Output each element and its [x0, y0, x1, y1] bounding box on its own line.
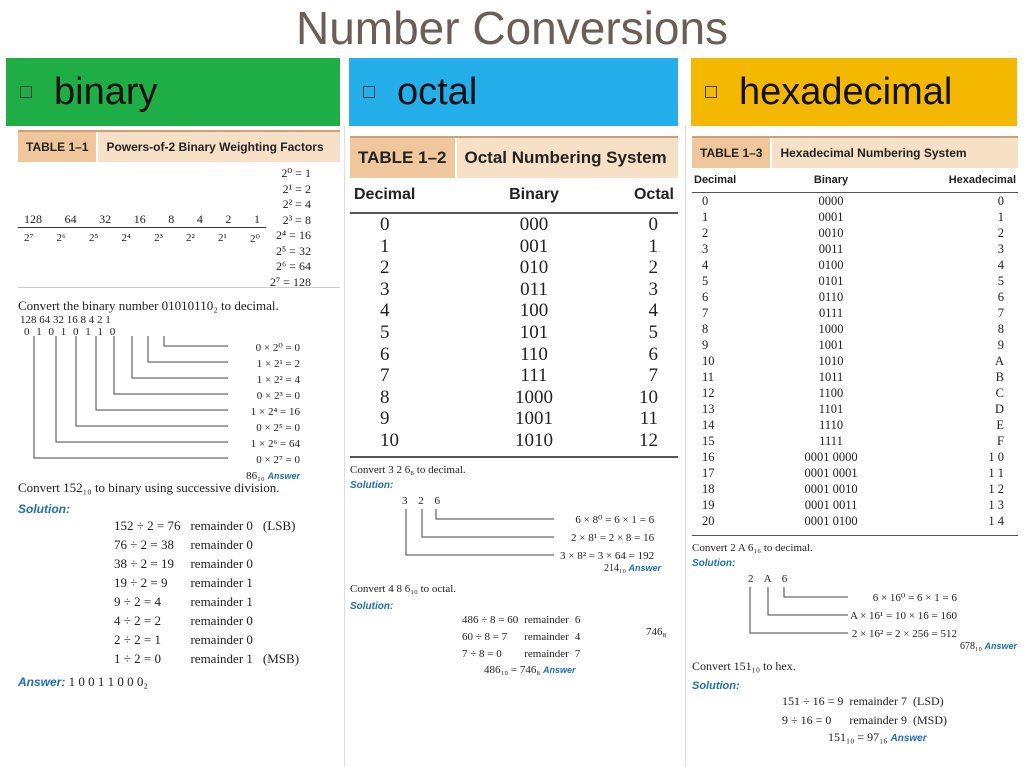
- table-cell: 1 2: [988, 482, 1004, 496]
- table-cell: 1100: [818, 386, 844, 400]
- table-cell: 111: [520, 365, 548, 387]
- octal-table-row: [350, 430, 678, 452]
- term: 1 × 2² = 4: [256, 374, 300, 386]
- column-header: Binary: [780, 168, 882, 193]
- cell: 2 ÷ 2 = 1: [114, 632, 161, 647]
- hex-table-row: [692, 417, 1018, 433]
- power-row: 2² = 4: [282, 197, 311, 211]
- weight: 64: [64, 212, 77, 226]
- answer-label: Answer: [628, 562, 661, 573]
- table-cell: 7: [380, 365, 390, 387]
- table-cell: 9: [380, 408, 390, 430]
- division-row: [114, 611, 309, 630]
- cell: remainder 1: [190, 575, 253, 590]
- cell: [263, 554, 309, 573]
- power-row: 2⁶ = 64: [276, 259, 311, 273]
- table-cell: 1111: [819, 434, 843, 448]
- column-header: Binary: [480, 178, 588, 213]
- table-cell: 0010: [818, 226, 844, 240]
- table-cell: 0100: [818, 258, 844, 272]
- cell: 4 ÷ 2 = 2: [114, 613, 161, 628]
- division-table: [114, 516, 309, 668]
- table-cell: 1001: [818, 338, 844, 352]
- table-label: TABLE 1–3: [692, 138, 772, 168]
- table-cell: 1001: [514, 408, 553, 430]
- table-cell: 0110: [818, 290, 844, 304]
- table-cell: 101: [519, 321, 549, 343]
- result: 214₁₀: [604, 562, 626, 574]
- table-cell: F: [997, 434, 1004, 448]
- digit-connector-lines: [748, 587, 848, 643]
- table-cell: 4: [648, 300, 658, 322]
- power-row: 2⁷ = 128: [270, 274, 311, 289]
- cell: 152 ÷ 2 = 76: [114, 518, 181, 533]
- term: 0 × 2⁵ = 0: [256, 422, 300, 434]
- hex-table-row: [692, 433, 1018, 449]
- term: 3 × 8² = 3 × 64 = 192: [560, 549, 655, 562]
- table-title: Hexadecimal Numbering System: [780, 146, 967, 160]
- table-cell: 0000: [818, 194, 844, 208]
- term: A × 16¹ = 10 × 16 = 160: [850, 610, 957, 622]
- bullet-icon: [363, 86, 375, 98]
- term: 1 × 2⁶ = 64: [250, 438, 300, 450]
- table-label: TABLE 1–2: [350, 138, 457, 178]
- power-row: 2³ = 8: [282, 212, 311, 227]
- hex-table-row: [692, 449, 1018, 465]
- power-row: 2⁰ = 1: [281, 166, 311, 180]
- exponent: 2⁷: [24, 232, 34, 244]
- table-cell: 100: [519, 300, 549, 322]
- octal-example1-prompt: Convert 3 2 6₈ to decimal.: [350, 463, 466, 476]
- octal-table-body: [350, 213, 678, 452]
- division-row: [782, 711, 953, 730]
- binary-answer: 1 0 0 1 1 0 0 0₂: [68, 674, 148, 689]
- division-row: [114, 535, 309, 554]
- table-cell: 5: [648, 321, 658, 343]
- result: 678₁₀: [960, 641, 982, 652]
- cell: remainder 0: [190, 518, 253, 533]
- answer-label: Answer: [984, 641, 1017, 651]
- header-binary: [6, 58, 340, 126]
- binary-example1-prompt: Convert the binary number 01010110₂ to decimal.: [18, 298, 279, 313]
- octal-table-caption: [350, 136, 678, 178]
- solution-label: Solution:: [692, 680, 740, 692]
- weight: 16: [133, 212, 146, 226]
- table-cell: 10: [380, 429, 399, 451]
- digit-connector-lines: [404, 509, 554, 565]
- table-cell: 7: [702, 306, 709, 320]
- octal-table-row: [350, 365, 678, 387]
- table-cell: 17: [702, 466, 715, 480]
- hex-table-row: [692, 305, 1018, 321]
- exponent: 2⁵: [89, 232, 99, 244]
- power-row: 2⁴ = 16: [276, 228, 311, 242]
- table-cell: 1000: [514, 386, 553, 408]
- term-list: [230, 340, 300, 484]
- binary-column: [18, 130, 340, 690]
- term: 6 × 16⁰ = 6 × 1 = 6: [872, 592, 957, 604]
- hex-column: [692, 130, 1018, 745]
- answer-label: Answer:: [18, 675, 66, 689]
- weight: 2: [225, 212, 232, 226]
- bullet-icon: [705, 86, 717, 98]
- cell: remainder 7: [849, 694, 907, 708]
- header-octal: [349, 58, 678, 126]
- table-cell: 0001 0000: [804, 450, 858, 464]
- octal-example2-work: [350, 612, 678, 682]
- octal-table-row: [350, 387, 678, 409]
- hex-example1-work: [692, 569, 1018, 653]
- hex-example2-prompt: Convert 151₁₀ to hex.: [692, 659, 796, 673]
- table-cell: C: [995, 386, 1004, 400]
- hex-table: [692, 168, 1018, 529]
- table-cell: 3: [380, 278, 390, 300]
- cell: (LSD): [913, 694, 944, 708]
- bit-weights: 128 64 32 16 8 4 2 1: [20, 314, 111, 326]
- division-row: [462, 646, 586, 663]
- table-cell: 10: [639, 386, 658, 408]
- table-cell: 1 3: [988, 498, 1004, 512]
- bullet-icon: [20, 86, 32, 98]
- table-cell: B: [995, 370, 1004, 384]
- weights-scale: [18, 212, 266, 228]
- octal-table-row: [350, 279, 678, 301]
- weight: 8: [168, 212, 175, 226]
- table-cell: 9: [997, 338, 1004, 352]
- table-cell: 8: [997, 322, 1004, 336]
- table-cell: 1000: [818, 322, 844, 336]
- hex-table-row: [692, 385, 1018, 401]
- cell: 9 ÷ 16 = 0: [782, 713, 832, 727]
- hex-table-row: [692, 481, 1018, 497]
- octal-table-row: [350, 236, 678, 258]
- table-cell: 1101: [818, 402, 844, 416]
- division-row: [114, 649, 309, 668]
- hex-table-body: [692, 193, 1018, 530]
- cell: 7 ÷ 8 = 0: [462, 647, 502, 660]
- cell: remainder: [524, 647, 569, 660]
- table-cell: 0001 0011: [804, 498, 858, 512]
- division-row: [462, 629, 586, 646]
- table-cell: E: [996, 418, 1004, 432]
- cell: remainder: [524, 630, 569, 643]
- cell: 19 ÷ 2 = 9: [114, 575, 168, 590]
- table-cell: 010: [519, 257, 549, 279]
- table-cell: 15: [702, 434, 715, 448]
- hex-table-row: [692, 353, 1018, 369]
- table-cell: 5: [997, 274, 1004, 288]
- table-cell: 7: [997, 306, 1004, 320]
- table-cell: 0001 0001: [804, 466, 858, 480]
- table-label: TABLE 1–1: [18, 132, 98, 162]
- table-cell: 14: [702, 418, 715, 432]
- table-cell: 0111: [819, 306, 844, 320]
- cell: remainder 0: [190, 613, 253, 628]
- octal-example1-work: [350, 491, 678, 573]
- header-hexadecimal: [691, 58, 1017, 126]
- table-cell: 1 4: [988, 514, 1004, 528]
- octal-table-row: [350, 344, 678, 366]
- table-cell: 9: [702, 338, 709, 352]
- table-cell: 4: [997, 258, 1004, 272]
- table-cell: 1011: [818, 370, 844, 384]
- hex-table-row: [692, 401, 1018, 417]
- table-cell: 1010: [818, 354, 844, 368]
- cell: 486 ÷ 8 = 60: [462, 613, 519, 626]
- hex-table-row: [692, 337, 1018, 353]
- table-title: Octal Numbering System: [464, 148, 667, 167]
- header-binary-label: binary: [54, 70, 158, 113]
- exponent: 2¹: [218, 232, 227, 244]
- table-cell: 3: [648, 278, 658, 300]
- table-cell: 0: [380, 214, 390, 235]
- octal-table-row: [350, 257, 678, 279]
- table-cell: 1: [702, 210, 709, 224]
- table-cell: 10: [702, 354, 715, 368]
- term-list: [560, 511, 654, 565]
- answer-label: Answer: [542, 664, 576, 675]
- table-cell: 000: [519, 214, 549, 235]
- term: 0 × 2³ = 0: [256, 390, 300, 402]
- exponent: 2⁴: [121, 232, 131, 244]
- octal-table-row: [350, 408, 678, 430]
- hex-table-row: [692, 321, 1018, 337]
- divider: [685, 126, 686, 767]
- final-equation: 151₁₀ = 97₁₆: [828, 730, 888, 744]
- weight: 128: [24, 212, 42, 226]
- table-cell: 6: [380, 343, 390, 365]
- cell: remainder 1: [190, 594, 253, 609]
- table-cell: 0011: [818, 242, 844, 256]
- octal-table-row: [350, 322, 678, 344]
- cell: [263, 630, 309, 649]
- table-cell: 1: [648, 235, 658, 257]
- digits: 3 2 6: [402, 494, 444, 507]
- cell: [263, 573, 309, 592]
- cell: (MSD): [913, 713, 948, 727]
- table-cell: 1010: [514, 429, 553, 451]
- table-cell: 1 1: [988, 466, 1004, 480]
- cell: 60 ÷ 8 = 7: [462, 630, 508, 643]
- divider: [344, 126, 345, 767]
- table-cell: 0001 0100: [804, 514, 858, 528]
- table-cell: 3: [997, 242, 1004, 256]
- hex-example1-prompt: Convert 2 A 6₁₆ to decimal.: [692, 542, 813, 554]
- table-cell: 001: [519, 235, 549, 257]
- cell: remainder 0: [190, 556, 253, 571]
- term: 2 × 16² = 2 × 256 = 512: [851, 628, 957, 640]
- power-row: 2⁵ = 32: [276, 243, 311, 258]
- hex-table-row: [692, 225, 1018, 241]
- table-cell: 5: [702, 274, 709, 288]
- cell: 38 ÷ 2 = 19: [114, 556, 174, 571]
- hex-table-row: [692, 241, 1018, 257]
- solution-label: Solution:: [350, 479, 394, 491]
- digits: 2 A 6: [748, 573, 792, 585]
- column-header: Octal: [588, 178, 678, 213]
- hex-table-row: [692, 273, 1018, 289]
- division-row: [114, 630, 309, 649]
- exponents-row: [18, 228, 266, 249]
- division-row: [114, 592, 309, 611]
- table-cell: 0: [702, 194, 709, 208]
- table-cell: 0101: [818, 274, 844, 288]
- cell: 9 ÷ 2 = 4: [114, 594, 161, 609]
- table-cell: 4: [702, 258, 709, 272]
- bit-values: 0 1 0 1 0 1 1 0: [24, 326, 118, 338]
- division-row: [782, 692, 953, 711]
- cell: remainder: [524, 613, 569, 626]
- answer-label: Answer: [267, 471, 300, 481]
- table-cell: 8: [702, 322, 709, 336]
- table-cell: 1: [380, 235, 390, 257]
- cell: 151 ÷ 16 = 9: [782, 694, 844, 708]
- term: 6 × 8⁰ = 6 × 1 = 6: [575, 513, 655, 526]
- table-cell: 7: [648, 365, 658, 387]
- solution-label: Solution:: [692, 558, 736, 569]
- table-cell: 1 0: [988, 450, 1004, 464]
- octal-example2-prompt: Convert 4 8 6₁₀ to octal.: [350, 582, 457, 595]
- table-cell: 5: [380, 321, 390, 343]
- cell: 6: [574, 613, 581, 626]
- table-cell: D: [994, 402, 1004, 416]
- table-cell: 8: [380, 386, 390, 408]
- cell: remainder 1: [190, 651, 253, 666]
- division-row: [114, 516, 309, 535]
- exponent: 2⁶: [56, 232, 66, 244]
- exponent: 2³: [154, 232, 163, 244]
- cell: [263, 535, 309, 554]
- weight: 4: [196, 212, 203, 226]
- binary-example1-work: [18, 314, 340, 482]
- term-list: [850, 589, 957, 643]
- weight: 32: [99, 212, 112, 226]
- cell: 7: [574, 647, 581, 660]
- bit-connector-lines: [28, 336, 228, 468]
- column-header: Decimal: [350, 178, 480, 213]
- answer-label: Answer: [890, 733, 927, 744]
- octal-table-row: [350, 213, 678, 236]
- cell: [263, 592, 309, 611]
- hex-table-row: [692, 369, 1018, 385]
- table-cell: 110: [520, 343, 548, 365]
- column-header: Hexadecimal: [882, 168, 1018, 193]
- table-cell: 19: [702, 498, 715, 512]
- header-octal-label: octal: [397, 70, 478, 113]
- table-cell: 16: [702, 450, 715, 464]
- octal-table-row: [350, 300, 678, 322]
- hex-table-caption: [692, 136, 1018, 168]
- octal-column: [350, 130, 678, 682]
- power-row: 2¹ = 2: [282, 181, 311, 196]
- table-cell: A: [994, 354, 1004, 368]
- division-table: [462, 612, 586, 663]
- cell: (MSB): [262, 651, 300, 666]
- table-cell: 2: [997, 226, 1004, 240]
- term: 1 × 2¹ = 2: [256, 358, 300, 370]
- table-cell: 1110: [819, 418, 844, 432]
- table-cell: 11: [639, 408, 658, 430]
- table-cell: 0001 0010: [804, 482, 858, 496]
- binary-table-caption: [18, 130, 340, 162]
- table-cell: 0001: [818, 210, 844, 224]
- table-cell: 2: [702, 226, 709, 240]
- table-cell: 6: [648, 343, 658, 365]
- result: 86₁₀: [246, 470, 265, 482]
- table-cell: 6: [702, 290, 709, 304]
- column-header: Decimal: [692, 168, 780, 193]
- division-row: [114, 573, 309, 592]
- cell: 1 ÷ 2 = 0: [114, 651, 161, 666]
- table-cell: 011: [520, 278, 548, 300]
- cell: [263, 611, 309, 630]
- solution-label: Solution:: [18, 502, 70, 516]
- binary-example2-prompt: Convert 152₁₀ to binary using successive division.: [18, 480, 280, 495]
- cell: 76 ÷ 2 = 38: [114, 537, 174, 552]
- powers-list: [270, 166, 311, 290]
- weight: 1: [253, 212, 260, 226]
- exponent: 2²: [186, 232, 195, 244]
- solution-label: Solution:: [350, 600, 394, 612]
- hex-table-row: [692, 513, 1018, 529]
- table-cell: 4: [380, 300, 390, 322]
- hex-table-row: [692, 465, 1018, 481]
- division-row: [462, 612, 586, 629]
- cell: 4: [574, 630, 581, 643]
- table-cell: 18: [702, 482, 715, 496]
- hex-table-row: [692, 257, 1018, 273]
- table-cell: 12: [702, 386, 715, 400]
- table-cell: 1: [997, 210, 1004, 224]
- hex-table-row: [692, 209, 1018, 225]
- table-cell: 20: [702, 514, 715, 528]
- term: 2 × 8¹ = 2 × 8 = 16: [571, 531, 655, 544]
- table-cell: 2: [648, 257, 658, 279]
- cell: (LSB): [262, 518, 296, 533]
- table-cell: 3: [702, 242, 709, 256]
- term: 1 × 2⁴ = 16: [250, 406, 300, 418]
- hex-table-row: [692, 193, 1018, 210]
- table-cell: 0: [997, 194, 1004, 208]
- table-cell: 2: [380, 257, 390, 279]
- weights-panel: [18, 162, 340, 288]
- cell: remainder 0: [190, 632, 253, 647]
- exponent: 2⁰: [250, 233, 260, 245]
- table-cell: 12: [639, 429, 658, 451]
- hex-table-row: [692, 289, 1018, 305]
- term: 0 × 2⁰ = 0: [255, 342, 300, 354]
- table-cell: 13: [702, 402, 715, 416]
- octal-table: [350, 178, 678, 452]
- table-cell: 6: [997, 290, 1004, 304]
- term: 0 × 2⁷ = 0: [256, 454, 300, 466]
- hex-table-row: [692, 497, 1018, 513]
- table-cell: 0: [648, 214, 658, 235]
- table-title: Powers-of-2 Binary Weighting Factors: [106, 140, 324, 154]
- final-equation: 486₁₀ = 746₈: [484, 663, 541, 676]
- division-row: [114, 554, 309, 573]
- octal-result: 746₈: [646, 625, 667, 638]
- slide-title: Number Conversions: [295, 2, 729, 54]
- table-cell: 11: [702, 370, 715, 384]
- cell: remainder 0: [190, 537, 253, 552]
- division-table: [782, 692, 953, 730]
- cell: remainder 9: [849, 713, 907, 727]
- header-hex-label: hexadecimal: [739, 70, 953, 113]
